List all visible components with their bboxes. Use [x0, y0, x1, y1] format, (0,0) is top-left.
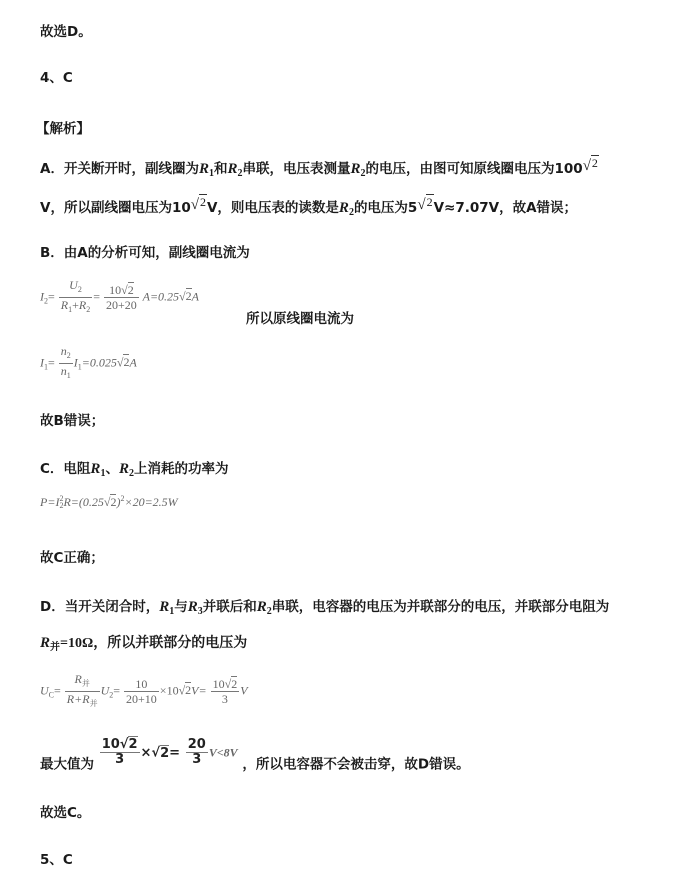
sqrt-sign: √ [582, 158, 591, 174]
text: 的电压为5 [353, 200, 418, 216]
fraction: $\frac{n_2}{n_1}$ [60, 344, 71, 380]
equation-primary-current: $I_1=$ $\frac{n_2}{n_1}$ $I_1=0.025√2A$ [40, 344, 137, 383]
sqrt-argument: 2 [426, 195, 433, 209]
text: 的电压，由图可知原线圈电压为100 [365, 161, 583, 177]
final-answer-line: 故选C。 [40, 805, 91, 821]
subscript: 1 [208, 168, 214, 179]
part-b-intro: B．由A的分析可知，副线圈电流为 [40, 245, 250, 261]
part-a-line-1 [40, 156, 599, 179]
fraction: $\frac{10√2}{20+20}$ [106, 283, 137, 312]
fraction: $\frac{10√2}{3}$ [212, 677, 238, 706]
sqrt-argument: 2 [591, 156, 598, 170]
fraction: $\frac{U_2}{R_1+R_2}$ [60, 278, 91, 314]
part-d-line-2: $R_并=10\Omega$，所以并联部分的电压为 [40, 635, 248, 653]
question-4-header: 4、C [40, 70, 73, 86]
equation-capacitor-voltage: $U_C=$ $\frac{R_并}{R+R_并}$ $U_2=$ $\frac{10}{20+10}$ ×10√2V= $\frac{10√2}{3}$ V [40, 672, 248, 711]
text: 串联，电压表测量 [242, 161, 351, 177]
sqrt-sign: √ [417, 197, 426, 213]
subscript: 2 [360, 168, 366, 179]
i-symbol: I [40, 289, 44, 304]
r-symbol: R [350, 161, 361, 177]
part-d-max-value: 最大值为 $\frac{10√2}{3}$ ×√2= $\frac{20}{3}$ V<8V ，所以电容器不会被击穿，故D错误。 [40, 737, 470, 773]
part-b-conclusion: 故B错误； [40, 413, 105, 429]
part-a-line-2 [40, 195, 577, 218]
sqrt-sign: √ [190, 197, 199, 213]
part-d-line-1: D．当开关闭合时，$R_1$与$R_3$并联后和$R_2$串联，电容器的电压为并联部分的电压，并联部分电阻为 [40, 599, 610, 617]
r-symbol: R [198, 161, 209, 177]
analysis-heading: 【解析】 [36, 121, 90, 137]
subscript: 2 [44, 296, 48, 306]
question-5-header: 5、C [40, 852, 73, 868]
part-c-conclusion: 故C正确； [40, 550, 104, 566]
answer-line-d: 故选D。 [40, 24, 92, 40]
r-symbol: R [227, 161, 238, 177]
subscript: 2 [348, 207, 354, 218]
fraction: $\frac{10√2}{3}$ [101, 737, 138, 767]
text: V，所以副线圈电压为10 [40, 200, 191, 216]
text: V≈7.07V，故A错误； [433, 200, 578, 216]
equation-secondary-current: $I_2=$ $\frac{U_2}{R_1+R_2}$ = $\frac{10√2}{20+20}$ A=0.25√2A [40, 278, 199, 317]
subscript: 2 [237, 168, 243, 179]
text: V，则电压表的读数是 [206, 200, 339, 216]
r-symbol: R [338, 200, 349, 216]
fraction: $\frac{20}{3}$ [187, 737, 206, 767]
equation-power: P=I 2 2 $R=(0.25√2)^2\times 20=2.5W$ [40, 494, 178, 510]
text: A．开关断开时，副线圈为 [40, 161, 199, 177]
fraction: $\frac{10}{20+10}$ [126, 677, 157, 706]
sqrt-argument: 2 [199, 195, 206, 209]
part-c-intro: C．电阻$R_1$、$R_2$上消耗的功率为 [40, 461, 229, 479]
part-b-mid-text: 所以原线圈电流为 [246, 311, 354, 327]
equation-rhs: A=0.25 [142, 289, 180, 304]
fraction: $\frac{R_并}{R+R_并}$ [66, 672, 98, 708]
text: 和 [213, 161, 228, 177]
